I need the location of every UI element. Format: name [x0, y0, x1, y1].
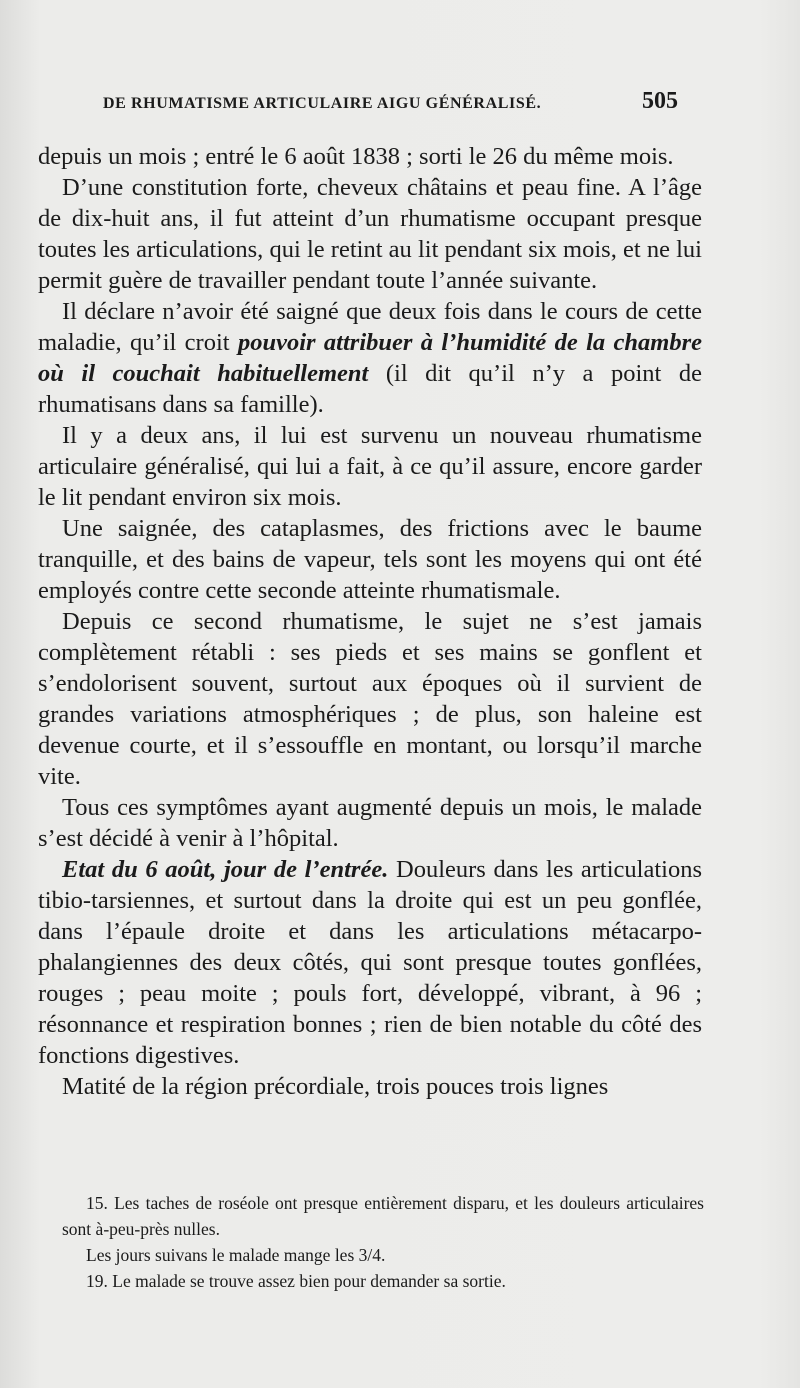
page-header [103, 88, 678, 118]
paragraph-6: Depuis ce second rhumatisme, le sujet ne s’est jamais complètement rétabli : ses pieds et ses mains se gonflent et s’endolorisent souvent, surtout aux époques où il survient de grandes variations atmosphériques ; de plus, son haleine est devenue courte, et il s’essouffle en montant, ou lorsqu’il marche vite. [38, 608, 702, 790]
paragraph-7: Tous ces symptômes ayant augmenté depuis un mois, le malade s’est décidé à venir à l’hôpital. [38, 794, 702, 852]
running-title: DE RHUMATISME ARTICULAIRE AIGU GÉNÉRALISÉ. [103, 95, 542, 112]
paragraph-3-text-a: Il déclare n’avoir été saigné que deux fois dans le cours de cette maladie, qu’il croit [38, 298, 702, 356]
note-19: 19. Le malade se trouve assez bien pour demander sa sortie. [86, 1271, 506, 1291]
paragraph-3-text-b: (il dit qu’il n’y a point de rhumatisans dans sa famille). [38, 360, 702, 418]
paragraph-9: Matité de la région précordiale, trois pouces trois lignes [62, 1073, 609, 1100]
daily-notes [62, 1190, 704, 1294]
page-number: 505 [642, 88, 678, 114]
paragraph-2: D’une constitution forte, cheveux châtains et peau fine. A l’âge de dix-huit ans, il fut atteint d’un rhumatisme occupant presque toutes les articulations, qui le retint au lit pendant six mois, et ne lui permit guère de travailler pendant toute l’année suivante. [38, 174, 702, 294]
note-15: 15. Les taches de roséole ont presque entièrement disparu, et les douleurs articulaires sont à-peu-près nulles. [62, 1193, 704, 1239]
paragraph-4: Il y a deux ans, il lui est survenu un nouveau rhumatisme articulaire généralisé, qui lui a fait, à ce qu’il assure, encore garder le lit pendant environ six mois. [38, 422, 702, 511]
main-text [38, 141, 702, 1102]
paragraph-8 [38, 854, 702, 1071]
paragraph-3 [38, 296, 702, 420]
paragraph-8-text: Douleurs dans les articulations tibio-tarsiennes, et surtout dans la droite qui est un peu gonflée, dans l’épaule droite et dans les articulations métacarpo-phalangiennes des deux côtés, qui sont presque toutes gonflées, rouges ; peau moite ; pouls fort, développé, vibrant, à 96 ; résonnance et respiration bonnes ; rien de bien notable du côté des fonctions digestives. [38, 856, 702, 1069]
paragraph-3-emphasis: pouvoir attribuer à l’humidité de la chambre où il couchait habituellement [38, 329, 703, 387]
paragraph-5: Une saignée, des cataplasmes, des frictions avec le baume tranquille, et des bains de vapeur, tels sont les moyens qui ont été employés contre cette seconde atteinte rhumatismale. [38, 515, 702, 604]
paragraph-1: depuis un mois ; entré le 6 août 1838 ; sorti le 26 du même mois. [38, 143, 674, 170]
paragraph-8-emphasis: Etat du 6 août, jour de l’entrée. [62, 856, 389, 883]
note-following-days: Les jours suivans le malade mange les 3/4. [86, 1245, 386, 1265]
